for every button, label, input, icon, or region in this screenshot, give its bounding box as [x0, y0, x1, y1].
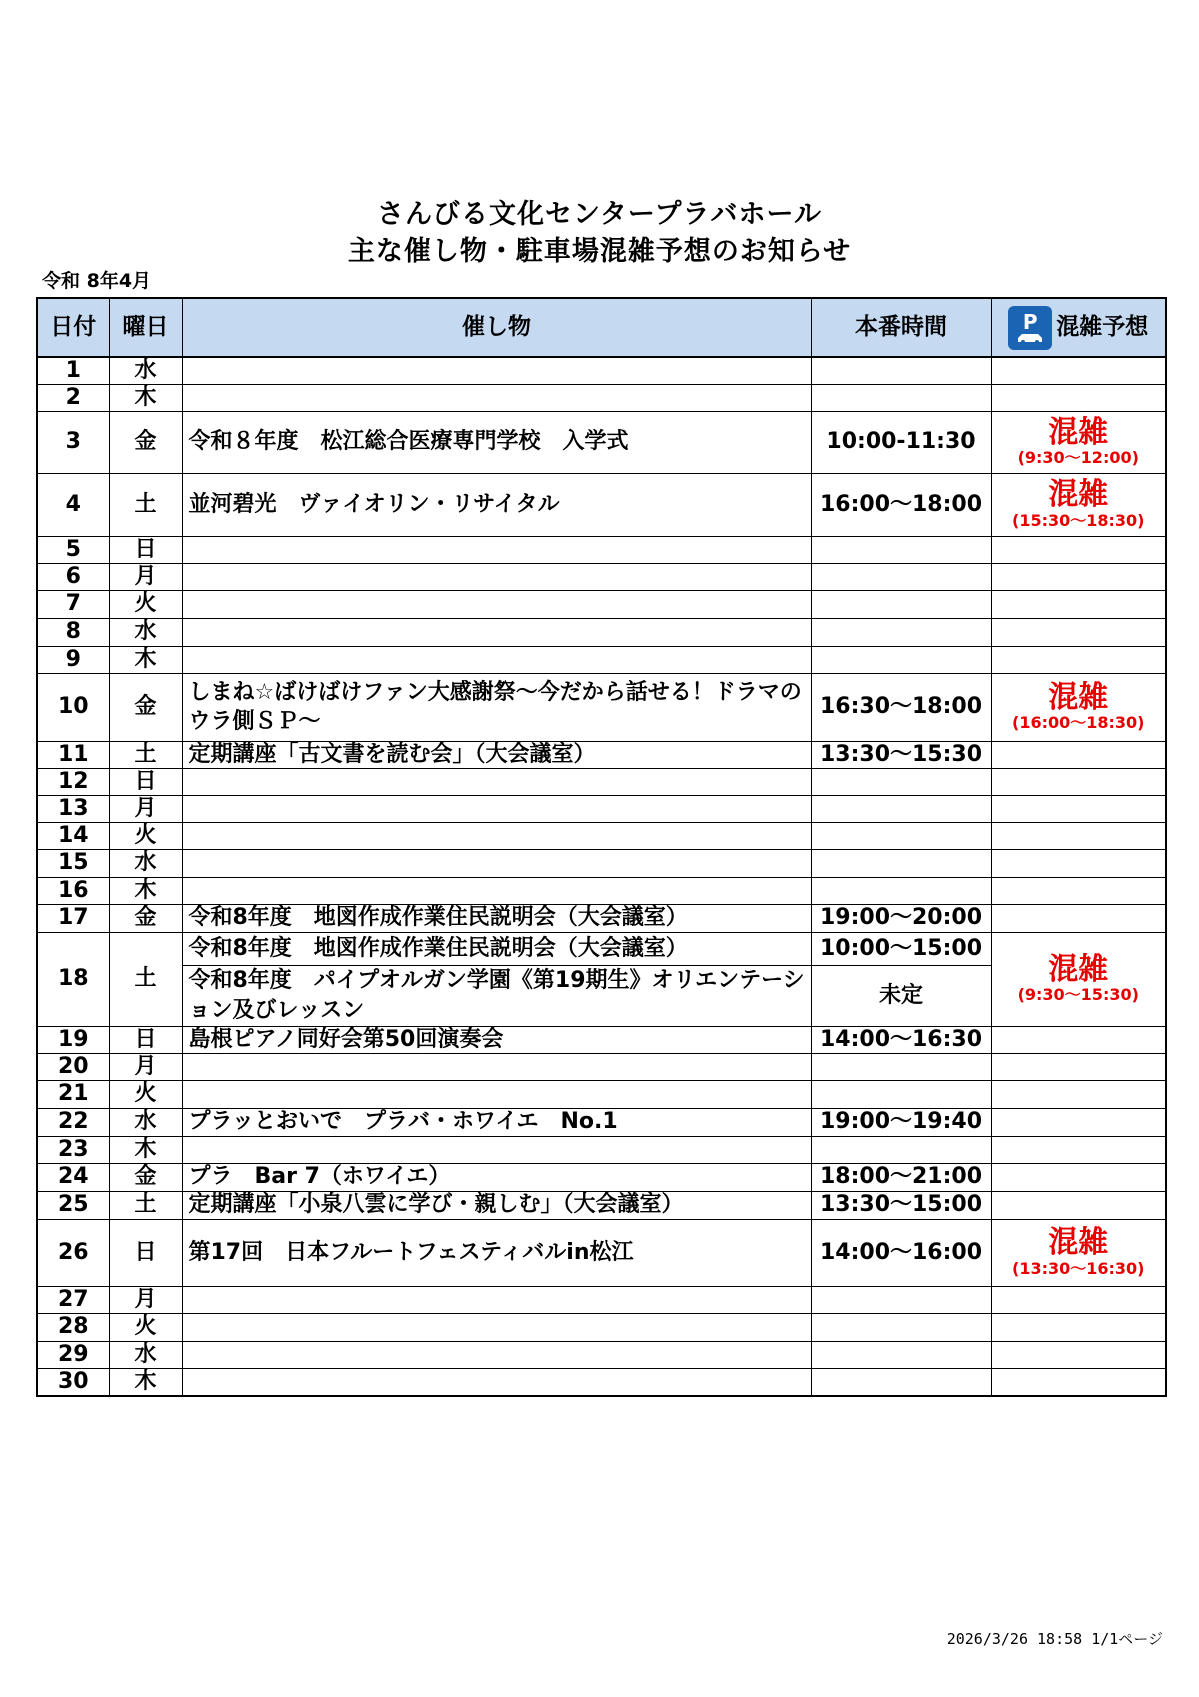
- event-cell: 令和8年度 地図作成作業住民説明会（大会議室）: [182, 932, 811, 965]
- event-cell: 令和8年度 パイプオルガン学園《第19期生》オリエンテーション及びレッスン: [182, 965, 811, 1026]
- date-cell: 21: [37, 1080, 109, 1108]
- period-label: 令和 8年4月: [42, 270, 152, 292]
- event-cell: 令和８年度 松江総合医療専門学校 入学式: [182, 411, 811, 473]
- event-cell: [182, 1136, 811, 1163]
- time-cell: 16:00～18:00: [811, 473, 991, 536]
- congestion-cell: [991, 646, 1166, 673]
- table-row: [37, 932, 1166, 965]
- time-cell: [811, 1368, 991, 1396]
- table-row: [37, 877, 1166, 904]
- event-cell: [182, 822, 811, 849]
- weekday-cell: 木: [109, 646, 182, 673]
- congestion-label: 混雑: [1048, 477, 1109, 513]
- congestion-cell: [991, 1080, 1166, 1108]
- date-cell: 20: [37, 1053, 109, 1080]
- date-cell: 3: [37, 411, 109, 473]
- table-row: [37, 1163, 1166, 1191]
- weekday-cell: 水: [109, 618, 182, 646]
- date-cell: 14: [37, 822, 109, 849]
- event-cell: [182, 849, 811, 877]
- congestion-cell: [991, 768, 1166, 795]
- table-row: [37, 618, 1166, 646]
- header-weekday: 曜日: [109, 298, 182, 357]
- event-cell: [182, 384, 811, 411]
- weekday-cell: 日: [109, 1026, 182, 1053]
- table-row: [37, 1080, 1166, 1108]
- congestion-time-range: (15:30～18:30): [1012, 510, 1145, 530]
- time-cell: [811, 646, 991, 673]
- event-cell: 定期講座「古文書を読む会」（大会議室）: [182, 741, 811, 768]
- table-row: [37, 1053, 1166, 1080]
- event-cell: [182, 590, 811, 618]
- time-cell: [811, 1136, 991, 1163]
- congestion-cell: [991, 904, 1166, 932]
- parking-icon: [1008, 306, 1052, 350]
- event-cell: [182, 1080, 811, 1108]
- event-cell: プラッとおいで プラバ・ホワイエ No.1: [182, 1108, 811, 1136]
- time-cell: 13:30～15:30: [811, 741, 991, 768]
- table-row: [37, 1341, 1166, 1368]
- date-cell: 28: [37, 1313, 109, 1341]
- time-cell: [811, 590, 991, 618]
- congestion-label: 混雑: [1048, 414, 1109, 450]
- time-cell: 10:00～15:00: [811, 932, 991, 965]
- weekday-cell: 金: [109, 673, 182, 741]
- event-cell: [182, 563, 811, 590]
- event-cell: 島根ピアノ同好会第50回演奏会: [182, 1026, 811, 1053]
- table-row: [37, 473, 1166, 536]
- congestion-time-range: (9:30～12:00): [1017, 448, 1139, 468]
- congestion-label: 混雑: [1048, 1225, 1109, 1261]
- table-row: [37, 673, 1166, 741]
- weekday-cell: 火: [109, 1313, 182, 1341]
- date-cell: 22: [37, 1108, 109, 1136]
- weekday-cell: 月: [109, 1286, 182, 1313]
- congestion-cell: [991, 473, 1166, 536]
- parking-icon-letter: P: [1022, 309, 1038, 334]
- event-cell: [182, 795, 811, 822]
- congestion-cell: [991, 590, 1166, 618]
- title-line-2: 主な催し物・駐車場混雑予想のお知らせ: [347, 236, 852, 267]
- event-cell: 第17回 日本フルートフェスティバルin松江: [182, 1219, 811, 1286]
- date-cell: 7: [37, 590, 109, 618]
- weekday-cell: 水: [109, 1108, 182, 1136]
- time-cell: [811, 1080, 991, 1108]
- time-cell: 18:00～21:00: [811, 1163, 991, 1191]
- weekday-cell: 土: [109, 473, 182, 536]
- congestion-cell: [991, 1053, 1166, 1080]
- congestion-cell: [991, 932, 1166, 1026]
- weekday-cell: 月: [109, 795, 182, 822]
- event-cell: [182, 1286, 811, 1313]
- event-cell: [182, 1313, 811, 1341]
- weekday-cell: 木: [109, 1136, 182, 1163]
- time-cell: [811, 795, 991, 822]
- congestion-cell: [991, 618, 1166, 646]
- time-cell: [811, 357, 991, 384]
- congestion-cell: [991, 741, 1166, 768]
- date-cell: 24: [37, 1163, 109, 1191]
- congestion-time-range: (16:00～18:30): [1012, 713, 1145, 733]
- weekday-cell: 日: [109, 1219, 182, 1286]
- time-cell: [811, 1341, 991, 1368]
- event-cell: [182, 768, 811, 795]
- weekday-cell: 木: [109, 384, 182, 411]
- weekday-cell: 火: [109, 590, 182, 618]
- congestion-cell: [991, 849, 1166, 877]
- print-footer: 2026/3/26 18:58 1/1ページ: [946, 1630, 1163, 1648]
- weekday-cell: 水: [109, 1341, 182, 1368]
- time-cell: [811, 384, 991, 411]
- congestion-cell: [991, 1108, 1166, 1136]
- congestion-cell: [991, 1286, 1166, 1313]
- event-cell: 並河碧光 ヴァイオリン・リサイタル: [182, 473, 811, 536]
- time-cell: [811, 563, 991, 590]
- table-row: [37, 768, 1166, 795]
- congestion-cell: [991, 1026, 1166, 1053]
- header-congestion-label: 混雑予想: [1056, 314, 1149, 340]
- table-row: [37, 1136, 1166, 1163]
- time-cell: 14:00～16:00: [811, 1219, 991, 1286]
- congestion-cell: [991, 536, 1166, 563]
- event-cell: [182, 536, 811, 563]
- weekday-cell: 木: [109, 1368, 182, 1396]
- time-cell: [811, 536, 991, 563]
- congestion-cell: [991, 357, 1166, 384]
- congestion-time-range: (9:30～15:30): [1017, 985, 1139, 1005]
- table-row: [37, 1108, 1166, 1136]
- event-cell: しまね☆ばけばけファン大感謝祭～今だから話せる！ドラマのウラ側ＳＰ～: [182, 673, 811, 741]
- congestion-cell: [991, 563, 1166, 590]
- event-cell: プラ Bar 7（ホワイエ）: [182, 1163, 811, 1191]
- time-cell: 13:30～15:00: [811, 1191, 991, 1219]
- weekday-cell: 日: [109, 768, 182, 795]
- congestion-cell: [991, 1219, 1166, 1286]
- weekday-cell: 水: [109, 357, 182, 384]
- date-cell: 9: [37, 646, 109, 673]
- weekday-cell: 金: [109, 1163, 182, 1191]
- date-cell: 1: [37, 357, 109, 384]
- time-cell: 19:00～19:40: [811, 1108, 991, 1136]
- date-cell: 5: [37, 536, 109, 563]
- date-cell: 2: [37, 384, 109, 411]
- event-cell: [182, 618, 811, 646]
- table-row: [37, 563, 1166, 590]
- congestion-label: 混雑: [1048, 679, 1109, 715]
- congestion-cell: [991, 411, 1166, 473]
- congestion-cell: [991, 1136, 1166, 1163]
- event-cell: [182, 1341, 811, 1368]
- date-cell: 13: [37, 795, 109, 822]
- header-event: 催し物: [182, 298, 811, 357]
- date-cell: 16: [37, 877, 109, 904]
- table-header-row: [37, 298, 1166, 357]
- time-cell: [811, 849, 991, 877]
- weekday-cell: 水: [109, 849, 182, 877]
- event-cell: 令和8年度 地図作成作業住民説明会（大会議室）: [182, 904, 811, 932]
- car-icon: [1015, 332, 1045, 344]
- date-cell: 17: [37, 904, 109, 932]
- time-cell: 16:30～18:00: [811, 673, 991, 741]
- table-row: [37, 741, 1166, 768]
- congestion-cell: [991, 384, 1166, 411]
- weekday-cell: 月: [109, 563, 182, 590]
- time-cell: 14:00～16:30: [811, 1026, 991, 1053]
- table-row: [37, 536, 1166, 563]
- time-cell: [811, 1313, 991, 1341]
- table-row: [37, 590, 1166, 618]
- date-cell: 6: [37, 563, 109, 590]
- date-cell: 26: [37, 1219, 109, 1286]
- table-row: [37, 1286, 1166, 1313]
- event-cell: [182, 1368, 811, 1396]
- date-cell: 30: [37, 1368, 109, 1396]
- time-cell: [811, 822, 991, 849]
- event-cell: [182, 877, 811, 904]
- event-cell: [182, 357, 811, 384]
- header-time: 本番時間: [811, 298, 991, 357]
- table-row: [37, 822, 1166, 849]
- weekday-cell: 金: [109, 904, 182, 932]
- table-row: [37, 1313, 1166, 1341]
- event-cell: 定期講座「小泉八雲に学び・親しむ」（大会議室）: [182, 1191, 811, 1219]
- table-row: [37, 411, 1166, 473]
- time-cell: 10:00-11:30: [811, 411, 991, 473]
- table-row: [37, 904, 1166, 932]
- event-cell: [182, 646, 811, 673]
- weekday-cell: 土: [109, 932, 182, 1026]
- date-cell: 19: [37, 1026, 109, 1053]
- weekday-cell: 木: [109, 877, 182, 904]
- congestion-cell: [991, 1341, 1166, 1368]
- time-cell: [811, 768, 991, 795]
- title-line-1: さんびる文化センタープラバホール: [376, 199, 823, 230]
- time-cell: [811, 1053, 991, 1080]
- date-cell: 27: [37, 1286, 109, 1313]
- congestion-cell: [991, 1191, 1166, 1219]
- date-cell: 11: [37, 741, 109, 768]
- time-cell: [811, 618, 991, 646]
- congestion-cell: [991, 1163, 1166, 1191]
- schedule-table: [36, 297, 1167, 1397]
- date-cell: 10: [37, 673, 109, 741]
- time-cell: [811, 1286, 991, 1313]
- table-row: [37, 795, 1166, 822]
- date-cell: 25: [37, 1191, 109, 1219]
- date-cell: 8: [37, 618, 109, 646]
- congestion-cell: [991, 795, 1166, 822]
- weekday-cell: 火: [109, 1080, 182, 1108]
- date-cell: 4: [37, 473, 109, 536]
- congestion-cell: [991, 877, 1166, 904]
- date-cell: 29: [37, 1341, 109, 1368]
- congestion-cell: [991, 673, 1166, 741]
- table-row: [37, 1191, 1166, 1219]
- time-cell: [811, 877, 991, 904]
- table-row: [37, 1026, 1166, 1053]
- congestion-cell: [991, 822, 1166, 849]
- date-cell: 15: [37, 849, 109, 877]
- congestion-time-range: (13:30～16:30): [1012, 1258, 1145, 1278]
- event-cell: [182, 1053, 811, 1080]
- congestion-label: 混雑: [1048, 951, 1109, 987]
- weekday-cell: 月: [109, 1053, 182, 1080]
- congestion-cell: [991, 1368, 1166, 1396]
- table-row: [37, 1368, 1166, 1396]
- date-cell: 23: [37, 1136, 109, 1163]
- time-cell: 19:00～20:00: [811, 904, 991, 932]
- table-row: [37, 1219, 1166, 1286]
- weekday-cell: 金: [109, 411, 182, 473]
- table-row: [37, 384, 1166, 411]
- weekday-cell: 日: [109, 536, 182, 563]
- time-cell: 未定: [811, 965, 991, 1026]
- header-congestion: [991, 298, 1166, 357]
- header-date: 日付: [37, 298, 109, 357]
- table-row: [37, 646, 1166, 673]
- date-cell: 18: [37, 932, 109, 1026]
- weekday-cell: 土: [109, 741, 182, 768]
- date-cell: 12: [37, 768, 109, 795]
- table-row: [37, 357, 1166, 384]
- table-row: [37, 849, 1166, 877]
- weekday-cell: 火: [109, 822, 182, 849]
- weekday-cell: 土: [109, 1191, 182, 1219]
- congestion-cell: [991, 1313, 1166, 1341]
